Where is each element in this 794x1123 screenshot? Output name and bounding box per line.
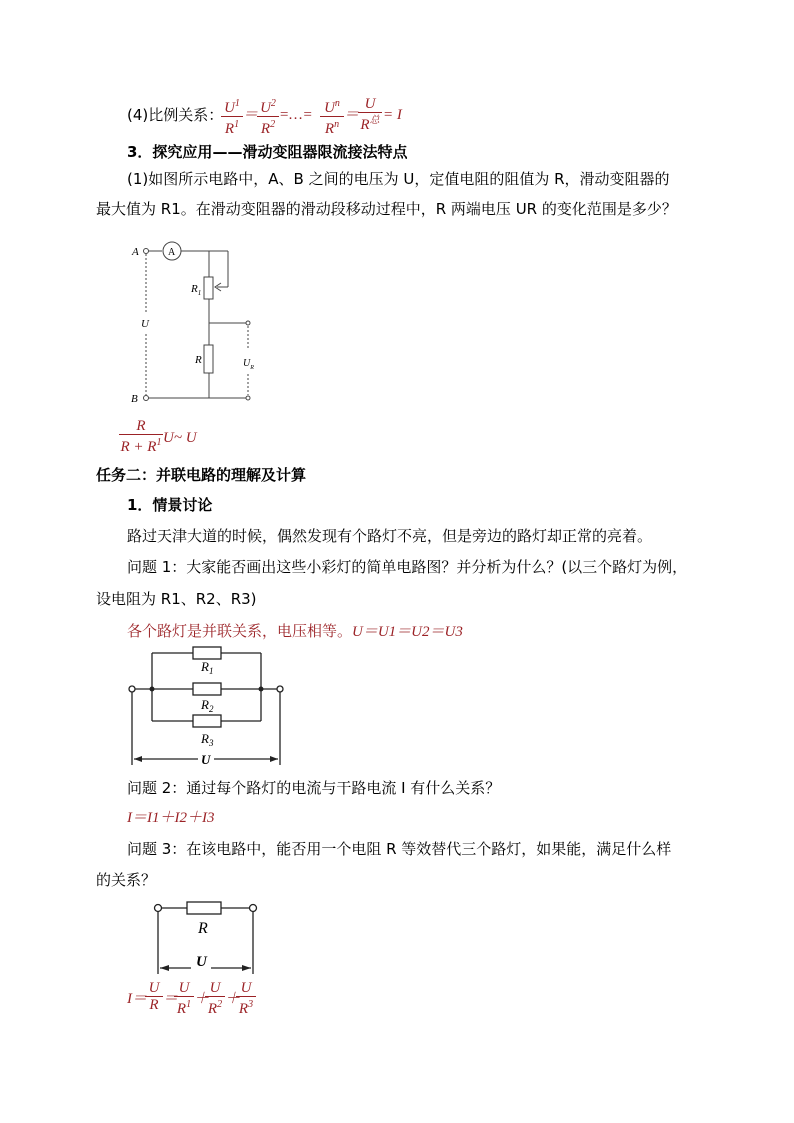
- task2-heading: 任务二：并联电路的理解及计算: [96, 466, 307, 484]
- section3-question-line2: 最大值为 R1。在滑动变阻器的滑动段移动过程中，R 两端电压 UR 的变化范围是多少？: [96, 200, 677, 218]
- equivalent-resistor-diagram: [150, 898, 265, 978]
- answer3-fraction-2: $\frac{U}{R^2}$: [205, 980, 225, 1017]
- answer2: I＝I1＋I2＋I3: [127, 810, 215, 826]
- question3-line2: 的关系？: [96, 871, 157, 889]
- voltage-U-label: U: [196, 954, 207, 970]
- plus-sign: ＋: [194, 991, 210, 1007]
- task2-subheading: 1．情景讨论: [127, 496, 213, 514]
- equals-current: = I: [383, 107, 402, 123]
- ellipsis: =…=: [279, 107, 313, 123]
- ratio-fraction-2: $\frac{U^2}{R^2}$: [257, 96, 279, 137]
- ratio-fraction-1: $\frac{U^1}{R^1}$: [221, 96, 243, 137]
- rheostat-circuit-diagram: [120, 235, 270, 410]
- voltage-UR-label: $U_R$: [243, 358, 254, 371]
- question3-line1: 问题 3：在该电路中，能否用一个电阻 R 等效替代三个路灯，如果能，满足什么样: [127, 840, 672, 858]
- ammeter-icon: A: [168, 247, 176, 258]
- resistor-R-label: R: [198, 920, 208, 937]
- question1-line2: 设电阻为 R1、R2、R3): [96, 590, 257, 608]
- resistor-R2-label: $R_2$: [201, 697, 214, 714]
- ratio-fraction-total: U $R^总$: [358, 96, 382, 133]
- answer3-lead: I＝: [127, 991, 147, 1007]
- terminal-A-label: A: [132, 246, 139, 258]
- question2: 问题 2：通过每个路灯的电流与干路电流 I 有什么关系？: [127, 779, 501, 797]
- voltage-U-label: U: [141, 318, 149, 330]
- equals-sign: ＝: [163, 991, 179, 1007]
- scene-text: 路过天津大道的时候，偶然发现有个路灯不亮，但是旁边的路灯却正常的亮着。: [127, 527, 653, 545]
- voltage-U-label: U: [201, 752, 211, 767]
- range-answer-fraction: $\frac{R}{R + R^1}$: [120, 418, 162, 455]
- terminal-B-label: B: [131, 393, 138, 405]
- equals-sign: ＝: [243, 107, 259, 123]
- parallel-circuit-diagram: [124, 645, 294, 770]
- equals-sign: ＝: [344, 107, 360, 123]
- plus-sign: ＋: [225, 991, 241, 1007]
- answer1: 各个路灯是并联关系，电压相等。U＝U1＝U2＝U3: [127, 622, 463, 640]
- question1-line1: 问题 1：大家能否画出这些小彩灯的简单电路图？并分析为什么？(以三个路灯为例，: [127, 558, 688, 576]
- rheostat-R1-label: $R_1$: [191, 283, 202, 297]
- resistor-R-label: R: [195, 354, 202, 366]
- ratio-fraction-n: $\frac{U^n}{R^n}$: [320, 96, 344, 137]
- section3-question-line1: (1)如图所示电路中，A、B 之间的电压为 U，定值电阻的阻值为 R，滑动变阻器的: [127, 170, 670, 188]
- resistor-R1-label: $R_1$: [201, 659, 214, 676]
- section3-heading: 3．探究应用——滑动变阻器限流接法特点: [127, 143, 408, 161]
- answer3-fraction-1: $\frac{U}{R^1}$: [174, 980, 194, 1017]
- item4-label: (4)比例关系：: [127, 106, 224, 124]
- range-answer-tail: U~ U: [163, 430, 197, 446]
- resistor-R3-label: $R_3$: [201, 731, 214, 748]
- answer3-fraction-total: $\frac{U}{R}$: [145, 980, 163, 1013]
- answer3-fraction-3: $\frac{U}{R^3}$: [236, 980, 256, 1017]
